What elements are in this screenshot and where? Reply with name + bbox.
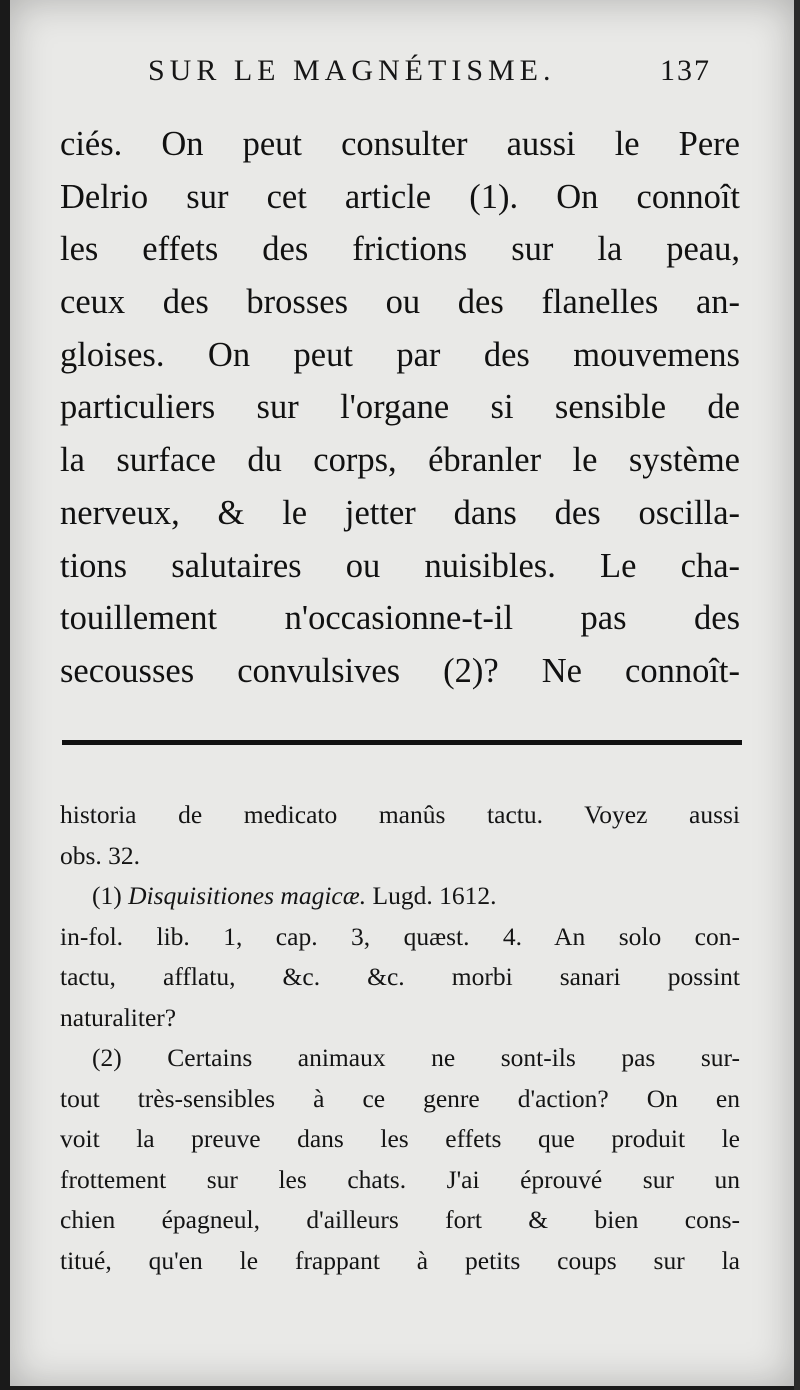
footnote-1-first-line [60,876,740,917]
body-line: Delrio sur cet article (1). On connoît [60,177,740,216]
body-line: touillement n'occasionne-t-il pas des [60,599,740,638]
footnote-2-line: frottement sur les chats. J'ai éprouvé sur un [60,1164,740,1194]
page-number: 137 [660,54,711,87]
footnotes [60,795,740,1281]
footnote-1-first-line-rest: Lugd. 1612. [372,881,497,910]
footnote-2-line: titué, qu'en le frappant à petits coups sur la [60,1245,740,1275]
footnote-2-line: chien épagneul, d'ailleurs fort & bien cons- [60,1205,740,1234]
footnote-continued-line: historia de medicato manûs tactu. Voyez aussi [60,800,740,829]
main-body-text [60,118,740,698]
body-line: gloises. On peut par des mouvemens [60,335,740,374]
body-line: ceux des brosses ou des flanelles an- [60,283,740,322]
footnote-2-line: voit la preuve dans les effets que produit le [60,1124,740,1153]
body-line: secousses convulsives (2)? Ne connoît- [60,651,740,690]
body-line: les effets des frictions sur la peau, [60,230,740,269]
body-line: tions salutaires ou nuisibles. Le cha- [60,546,740,585]
footnote-1-title: Disquisitiones magicæ. [128,881,367,910]
body-line: la surface du corps, ébranler le système [60,441,740,480]
body-line: nerveux, & le jetter dans des oscilla- [60,493,740,532]
footnote-2-line: tout très-sensibles à ce genre d'action? On en [60,1083,740,1113]
footnote-2-line: (2) Certains animaux ne sont-ils pas sur- [92,1043,740,1072]
footnote-1-marker: (1) [92,881,122,910]
page-header [148,50,748,100]
page-edge [794,0,800,1390]
footnote-1-line: in-fol. lib. 1, cap. 3, quæst. 4. An solo con- [60,921,740,951]
body-line: ciés. On peut consulter aussi le Pere [60,125,740,163]
running-head: SUR LE MAGNÉTISME. [148,54,556,87]
footnote-continued-line: obs. 32. [60,840,141,870]
body-line: particuliers sur l'organe si sensible de [60,388,740,427]
footnote-separator-rule [62,740,742,745]
footnote-1-line: tactu, afflatu, &c. &c. morbi sanari possint [60,962,740,991]
footnote-1-line: naturaliter? [60,1002,177,1032]
